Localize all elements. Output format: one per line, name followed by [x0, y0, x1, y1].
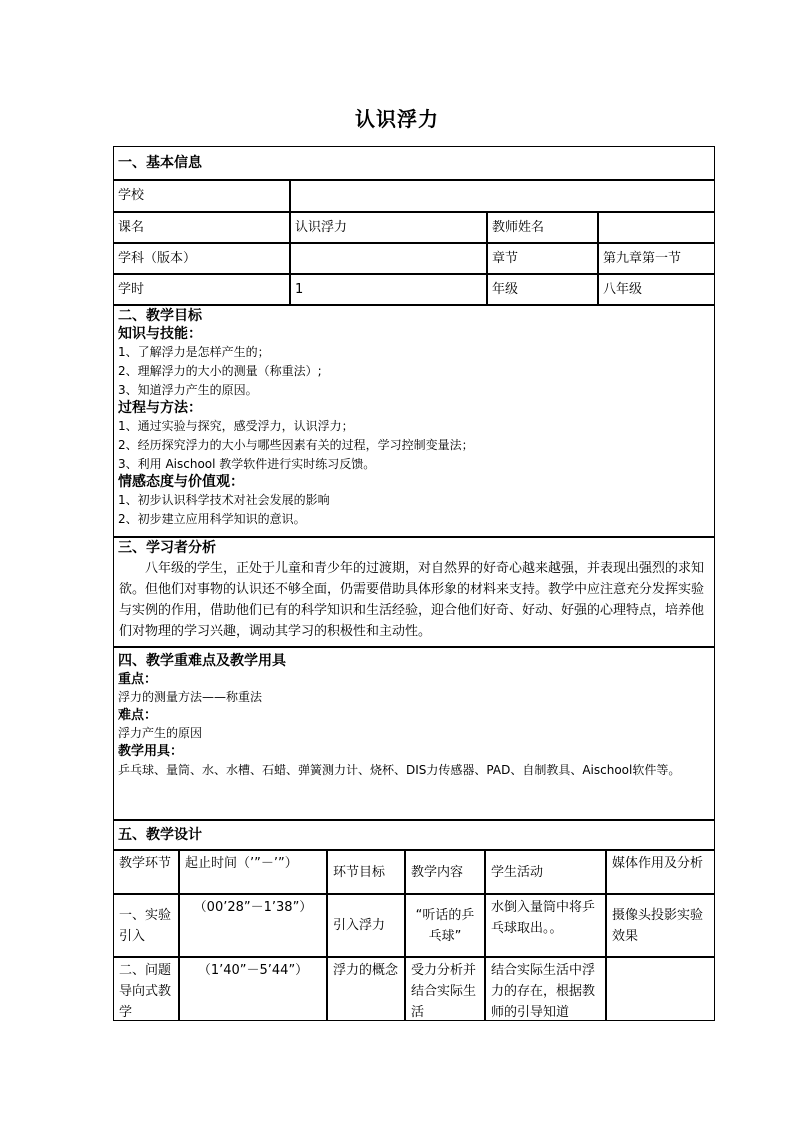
hours-label	[113, 274, 290, 305]
grade-label-text: 年级	[492, 281, 519, 297]
course-label	[113, 212, 290, 243]
table-row-cell: （1’40”－5’44”）	[179, 957, 327, 1021]
col-header: 媒体作用及分析	[606, 850, 715, 894]
section4-keypoints	[113, 647, 715, 820]
process-item: 3、利用 Aischool 教学软件进行实时练习反馈。	[118, 457, 376, 471]
section4-heading: 四、教学重难点及教学用具	[118, 653, 286, 669]
grade-label	[487, 274, 598, 305]
section2-objectives	[113, 305, 715, 537]
teacher-label	[487, 212, 598, 243]
difficulty-text: 浮力产生的原因	[118, 726, 203, 740]
tools-text: 乒乓球、量筒、水、水槽、石蜡、弹簧测力计、烧杯、DIS力传感器、PAD、自制教具、Aischool软件等。	[118, 763, 681, 777]
course-value	[290, 212, 487, 243]
page-title: 认识浮力	[355, 107, 439, 131]
table-row-cell: “听话的乒乓球”	[405, 894, 485, 957]
section2-heading: 二、教学目标	[118, 308, 202, 324]
knowledge-item: 3、知道浮力产生的原因。	[118, 383, 258, 397]
table-row-cell: 水倒入量筒中将乒乓球取出。。	[485, 894, 606, 957]
school-label-text: 学校	[118, 188, 145, 203]
difficulty-heading: 难点：	[118, 708, 158, 723]
knowledge-heading: 知识与技能：	[118, 326, 202, 342]
emotion-heading: 情感态度与价值观：	[118, 474, 244, 490]
knowledge-item: 2、理解浮力的大小的测量（称重法）;	[118, 364, 322, 378]
hours-label-text: 学时	[118, 281, 145, 297]
chapter-label-text: 章节	[492, 250, 519, 266]
learner-analysis-text: 八年级的学生，正处于儿童和青少年的过渡期，对自然界的好奇心越来越强，并表现出强烈的求知欲。但他们对事物的认识还不够全面，仍需要借助具体形象的材料来支持。教学中应注意充分发挥实验与实例的作用，借助他们已有的科学知识和生活经验，迎合他们好奇、好动、好强的心理特点，培养他们对物理的学习兴趣，调动其学习的积极性和主动性。	[119, 561, 705, 639]
key-point-text: 浮力的测量方法——称重法	[118, 690, 263, 704]
grade-value-text: 八年级	[603, 281, 643, 297]
table-row-cell: 二、问题导向式教学	[113, 957, 179, 1021]
chapter-label	[487, 243, 598, 274]
table-row-cell: 受力分析并结合实际生活	[405, 957, 485, 1021]
section3-heading: 三、学习者分析	[118, 540, 216, 556]
col-header: 学生活动	[485, 850, 606, 894]
col-header: 教学环节	[113, 850, 179, 894]
process-item: 2、经历探究浮力的大小与哪些因素有关的过程，学习控制变量法；	[118, 438, 474, 452]
hours-value-text: 1	[295, 281, 304, 297]
process-item: 1、通过实验与探究，感受浮力，认识浮力；	[118, 419, 354, 433]
table-row-cell: 一、实验引入	[113, 894, 179, 957]
col-header: 教学内容	[405, 850, 485, 894]
section1-heading-cell	[113, 146, 715, 180]
section1-heading: 一、基本信息	[118, 154, 202, 171]
course-value-text: 认识浮力	[295, 219, 348, 235]
table-row-cell: 引入浮力	[327, 894, 405, 957]
subject-label-text: 学科（版本）	[118, 250, 197, 266]
section5-heading: 五、教学设计	[118, 826, 202, 843]
grade-value	[598, 274, 715, 305]
section5-heading-cell	[113, 820, 715, 850]
key-point-heading: 重点：	[118, 672, 158, 687]
teacher-label-text: 教师姓名	[492, 219, 545, 235]
hours-value	[290, 274, 487, 305]
table-row-cell	[606, 957, 715, 1021]
knowledge-item: 1、了解浮力是怎样产生的；	[118, 345, 270, 359]
teacher-value	[598, 212, 715, 243]
table-row-cell: 结合实际生活中浮力的存在，根据教师的引导知道	[485, 957, 606, 1021]
col-header: 起止时间（’”－’”）	[179, 850, 327, 894]
chapter-value	[598, 243, 715, 274]
table-row-cell: 摄像头投影实验效果	[606, 894, 715, 957]
table-row-cell: （00’28”－1’38”）	[179, 894, 327, 957]
school-label	[113, 180, 290, 212]
emotion-item: 2、初步建立应用科学知识的意识。	[118, 512, 306, 526]
chapter-value-text: 第九章第一节	[603, 250, 682, 266]
emotion-item: 1、初步认识科学技术对社会发展的影响	[118, 493, 330, 507]
course-label-text: 课名	[118, 219, 145, 235]
subject-label	[113, 243, 290, 274]
tools-heading: 教学用具：	[118, 744, 184, 759]
school-value	[290, 180, 715, 212]
process-heading: 过程与方法：	[118, 400, 202, 416]
subject-value	[290, 243, 487, 274]
section3-learner-analysis	[113, 537, 715, 647]
table-row-cell: 浮力的概念	[327, 957, 405, 1021]
col-header: 环节目标	[327, 850, 405, 894]
